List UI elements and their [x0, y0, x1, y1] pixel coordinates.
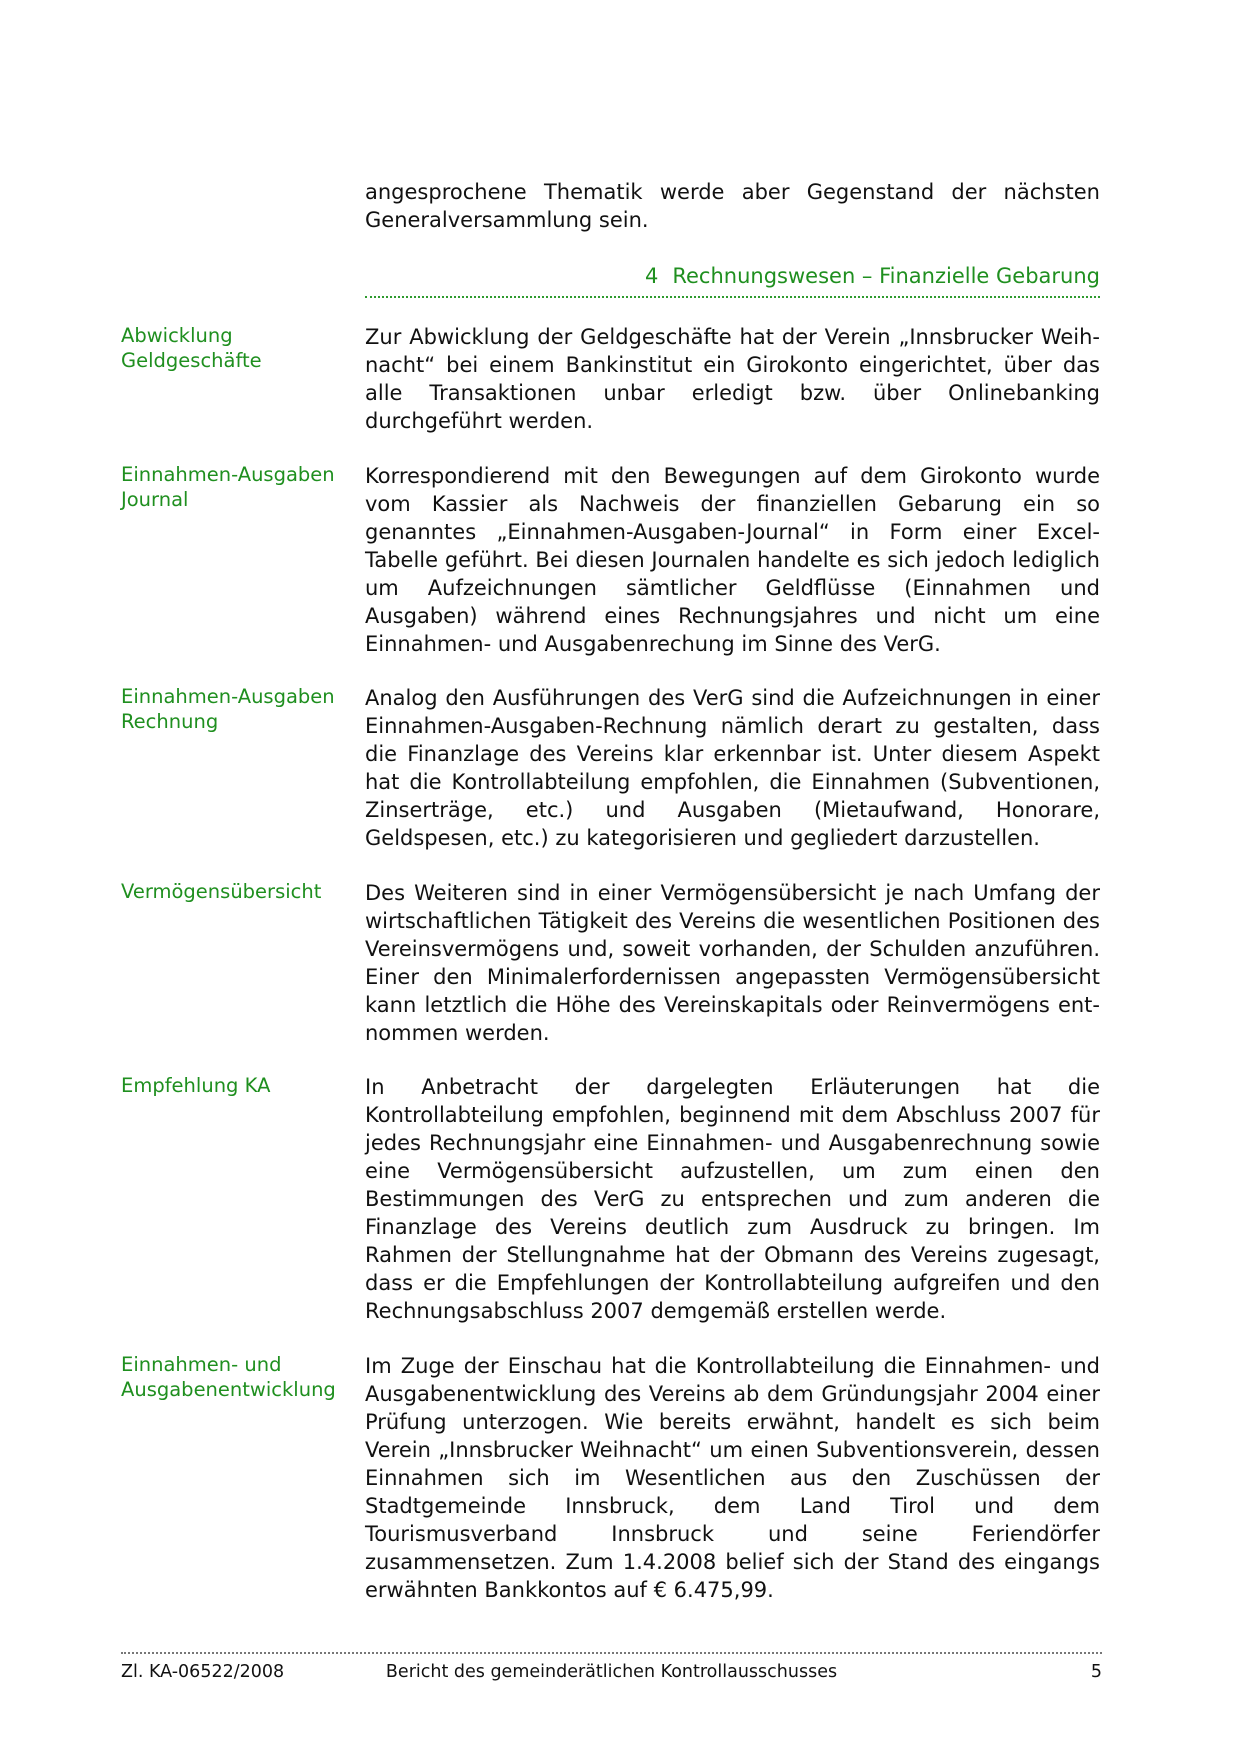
paragraph-vermoegen: Des Weiteren sind in einer Vermögensübersicht je nach Umfang der wirtschaftlichen Tätigkeit des Vereins die wesentlichen Positionen des Vereinsvermögens und, soweit vorhanden, der Schulden anzuführen. Einer den Minimalerfordernissen angepassten Vermögensübersicht kann letztlich die Höhe des Vereinskapitals oder Reinvermögens entnommen werden.: [365, 881, 1100, 1045]
paragraph-entwicklung: Im Zuge der Einschau hat die Kontrollabteilung die Einnahmen- und Ausgabenentwicklung des Vereins ab dem Gründungsjahr 2004 einer Prüfung unterzogen. Wie bereits erwähnt, handelt es sich beim Verein „Innsbrucker Weihnacht“ um einen Subventionsverein, dessen Einnahmen sich im Wesentlichen aus den Zuschüssen der Stadtgemeinde Innsbruck, dem Land Tirol und dem Tourismusverband Innsbruck und seine Feriendörfer zusammensetzen. Zum 1.4.2008 belief sich der Stand des eingangs erwähnten Bankkontos auf € 6.475,99.: [365, 1354, 1100, 1602]
paragraph-rechnung: Analog den Ausführungen des VerG sind die Aufzeichnungen in einer Einnahmen-Ausgaben-Rechnung nämlich derart zu gestalten, dass die Finanzlage des Vereins klar erkennbar ist. Unter diesem Aspekt hat die Kontrollabteilung empfohlen, die Einnahmen (Subventionen, Zinserträge, etc.) und Ausgaben (Mietaufwand, Honorare, Geldspesen, etc.) zu kategorisieren und gegliedert darzustellen.: [365, 686, 1100, 850]
paragraph-abwicklung: Zur Abwicklung der Geldgeschäfte hat der Verein „Innsbrucker Weihnacht“ bei einem Bankinstitut ein Girokonto eingerichtet, über das alle Transaktionen unbar erledigt bzw. über Onlinebanking durchgeführt werden.: [365, 325, 1100, 433]
margin-label-entwicklung: Einnahmen- und Ausgabenentwicklung: [121, 1353, 336, 1401]
footer-reference: Zl. KA-06522/2008: [121, 1662, 285, 1682]
section-heading: [365, 262, 1100, 298]
margin-label-journal: Einnahmen-Ausgaben Journal: [121, 463, 335, 511]
section-number: 4: [644, 264, 659, 288]
paragraph-journal: Korrespondierend mit den Bewegungen auf dem Girokonto wurde vom Kassier als Nachweis der finanziellen Gebarung ein so genanntes „Einnahmen-Ausgaben-Journal“ in Form einer Excel-Tabelle geführt. Bei diesen Journalen handelte es sich jedoch lediglich um Aufzeichnungen sämtlicher Geldflüsse (Einnahmen und Ausgaben) während eines Rechnungsjahres und nicht um eine Einnahmen- und Ausgabenrechung im Sinne des VerG.: [365, 464, 1100, 656]
margin-label-abwicklung: Abwicklung Geldgeschäfte: [121, 324, 262, 372]
section-title: Rechnungswesen – Finanzielle Gebarung: [672, 264, 1100, 288]
paragraph-empfehlung: In Anbetracht der dargelegten Erläuterungen hat die Kontrollabteilung empfohlen, beginnend mit dem Abschluss 2007 für jedes Rechnungsjahr eine Einnahmen- und Ausgabenrechnung sowie eine Vermögensübersicht aufzustellen, um zum einen den Bestimmungen des VerG zu entsprechen und zum anderen die Finanzlage des Vereins deutlich zum Ausdruck zu bringen. Im Rahmen der Stellungnahme hat der Obmann des Vereins zugesagt, dass er die Empfehlungen der Kontrollabteilung aufgreifen und den Rechnungsabschluss 2007 demgemäß erstellen werde.: [365, 1075, 1100, 1323]
margin-label-empfehlung: Empfehlung KA: [121, 1074, 271, 1097]
margin-label-rechnung: Einnahmen-Ausgaben Rechnung: [121, 685, 335, 733]
footer-title: Bericht des gemeinderätlichen Kontrollausschusses: [385, 1662, 838, 1682]
page-footer: [121, 1660, 1102, 1686]
footer-divider: [121, 1652, 1102, 1654]
margin-label-vermoegen: Vermögensübersicht: [121, 880, 322, 903]
intro-paragraph: angesprochene Thematik werde aber Gegenstand der nächsten Generalversammlung sein.: [365, 180, 1100, 232]
footer-page-number: 5: [1090, 1662, 1102, 1682]
